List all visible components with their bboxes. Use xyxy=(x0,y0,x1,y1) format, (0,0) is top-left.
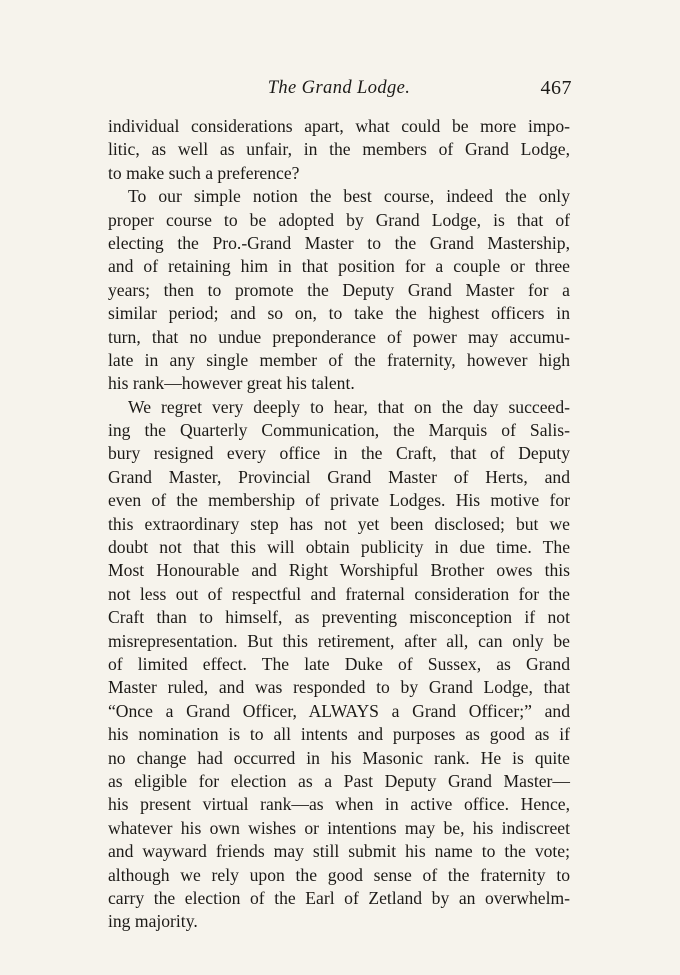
text-line: proper course to be adopted by Grand Lodge, is that of xyxy=(108,209,570,230)
text-line: ing majority. xyxy=(108,911,198,932)
book-page xyxy=(108,78,570,934)
page-number: 467 xyxy=(540,77,572,99)
running-head xyxy=(108,78,570,112)
text-line: late in any single member of the fraternity, however high xyxy=(108,349,570,370)
text-line: Master ruled, and was responded to by Grand Lodge, that xyxy=(108,677,570,698)
text-line: turn, that no undue preponderance of power may accumu- xyxy=(108,326,570,347)
text-line: to make such a preference? xyxy=(108,162,300,183)
text-line: no change had occurred in his Masonic rank. He is quite xyxy=(108,747,570,768)
text-line: litic, as well as unfair, in the members of Grand Lodge, xyxy=(108,139,570,160)
text-line: years; then to promote the Deputy Grand Master for a xyxy=(108,279,570,300)
text-line: Craft than to himself, as preventing misconception if not xyxy=(108,607,570,628)
text-line: even of the membership of private Lodges. His motive for xyxy=(108,490,570,511)
running-title: The Grand Lodge. xyxy=(267,78,411,98)
text-line: We regret very deeply to hear, that on the day succeed- xyxy=(128,396,570,417)
text-line: bury resigned every office in the Craft, that of Deputy xyxy=(108,443,570,464)
text-line: and wayward friends may still submit his name to the vote; xyxy=(108,841,570,862)
text-line: his nomination is to all intents and purposes as good as if xyxy=(108,724,570,745)
text-line: carry the election of the Earl of Zetland by an overwhelm- xyxy=(108,887,570,908)
text-line: ing the Quarterly Communication, the Marquis of Salis- xyxy=(108,420,570,441)
text-line: “Once a Grand Officer, ALWAYS a Grand Officer;” and xyxy=(108,700,570,721)
text-line: Grand Master, Provincial Grand Master of Herts, and xyxy=(108,466,570,487)
text-line: although we rely upon the good sense of the fraternity to xyxy=(108,864,570,885)
text-line: doubt not that this will obtain publicity in due time. The xyxy=(108,537,570,558)
text-line: his rank—however great his talent. xyxy=(108,373,355,394)
text-line: To our simple notion the best course, indeed the only xyxy=(128,186,570,207)
text-line: his present virtual rank—as when in active office. Hence, xyxy=(108,794,570,815)
text-line: not less out of respectful and fraternal consideration for the xyxy=(108,583,570,604)
text-line: as eligible for election as a Past Deputy Grand Master— xyxy=(108,770,570,791)
text-line: Most Honourable and Right Worshipful Brother owes this xyxy=(108,560,570,581)
text-line: of limited effect. The late Duke of Sussex, as Grand xyxy=(108,653,570,674)
text-line: similar period; and so on, to take the highest officers in xyxy=(108,303,570,324)
body-text xyxy=(108,115,570,934)
text-line: whatever his own wishes or intentions may be, his indiscreet xyxy=(108,817,570,838)
text-line: individual considerations apart, what could be more impo- xyxy=(108,116,570,136)
text-line: and of retaining him in that position for a couple or three xyxy=(108,256,570,277)
text-line: electing the Pro.-Grand Master to the Grand Mastership, xyxy=(108,232,570,253)
text-line: this extraordinary step has not yet been disclosed; but we xyxy=(108,513,570,534)
text-line: misrepresentation. But this retirement, after all, can only be xyxy=(108,630,570,651)
